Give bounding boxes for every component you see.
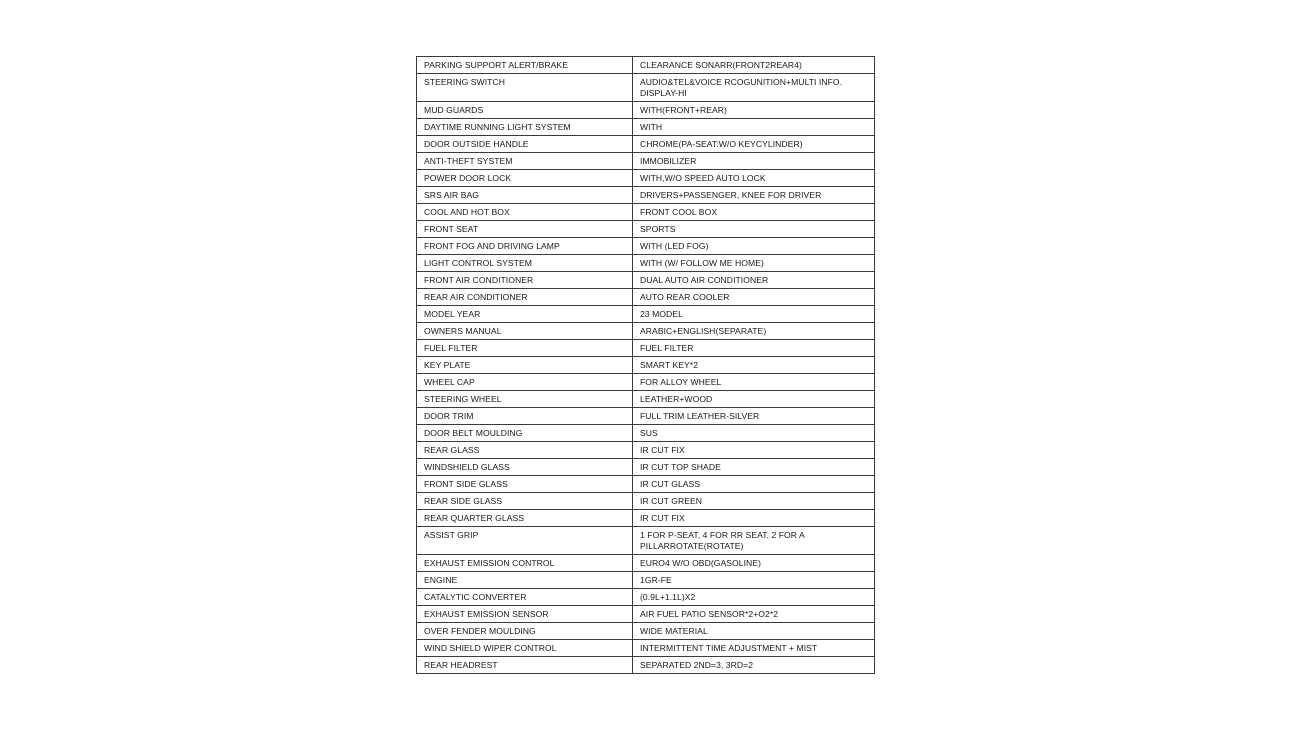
spec-value-cell: FRONT COOL BOX (633, 204, 875, 221)
spec-item-cell: EXHAUST EMISSION SENSOR (417, 606, 633, 623)
spec-value-cell: WITH (LED FOG) (633, 238, 875, 255)
table-row (417, 555, 875, 572)
spec-item-cell: REAR QUARTER GLASS (417, 510, 633, 527)
spec-item-cell: WIND SHIELD WIPER CONTROL (417, 640, 633, 657)
spec-item-cell: EXHAUST EMISSION CONTROL (417, 555, 633, 572)
table-row (417, 425, 875, 442)
table-row (417, 136, 875, 153)
spec-value-cell: DUAL AUTO AIR CONDITIONER (633, 272, 875, 289)
spec-value-cell: AUDIO&TEL&VOICE RCOGUNITION+MULTI INFO. DISPLAY-HI (633, 74, 875, 102)
spec-item-cell: COOL AND HOT BOX (417, 204, 633, 221)
spec-value-cell: WITH(FRONT+REAR) (633, 102, 875, 119)
spec-item-cell: DOOR OUTSIDE HANDLE (417, 136, 633, 153)
spec-value-cell: SPORTS (633, 221, 875, 238)
spec-value-cell: SEPARATED 2ND=3, 3RD=2 (633, 657, 875, 674)
table-row (417, 493, 875, 510)
spec-item-cell: CATALYTIC CONVERTER (417, 589, 633, 606)
specification-table (416, 56, 875, 674)
table-row (417, 510, 875, 527)
spec-value-cell: SMART KEY*2 (633, 357, 875, 374)
table-row (417, 589, 875, 606)
spec-value-cell: DRIVERS+PASSENGER, KNEE FOR DRIVER (633, 187, 875, 204)
spec-value-cell: IR CUT FIX (633, 442, 875, 459)
spec-value-cell: IMMOBILIZER (633, 153, 875, 170)
spec-item-cell: MUD GUARDS (417, 102, 633, 119)
spec-value-cell: SUS (633, 425, 875, 442)
spec-item-cell: DAYTIME RUNNING LIGHT SYSTEM (417, 119, 633, 136)
specification-table-body (417, 57, 875, 674)
spec-value-cell: 1 FOR P-SEAT, 4 FOR RR SEAT, 2 FOR A PILLARROTATE(ROTATE) (633, 527, 875, 555)
spec-item-cell: STEERING SWITCH (417, 74, 633, 102)
spec-item-cell: MODEL YEAR (417, 306, 633, 323)
spec-value-cell: IR CUT GLASS (633, 476, 875, 493)
table-row (417, 57, 875, 74)
spec-value-cell: AIR FUEL PATIO SENSOR*2+O2*2 (633, 606, 875, 623)
spec-value-cell: 23 MODEL (633, 306, 875, 323)
spec-value-cell: IR CUT TOP SHADE (633, 459, 875, 476)
spec-item-cell: OWNERS MANUAL (417, 323, 633, 340)
table-row (417, 306, 875, 323)
spec-item-cell: PARKING SUPPORT ALERT/BRAKE (417, 57, 633, 74)
spec-value-cell: WIDE MATERIAL (633, 623, 875, 640)
spec-value-cell: FOR ALLOY WHEEL (633, 374, 875, 391)
table-row (417, 221, 875, 238)
table-row (417, 374, 875, 391)
spec-item-cell: FRONT SIDE GLASS (417, 476, 633, 493)
table-row (417, 476, 875, 493)
table-row (417, 459, 875, 476)
spec-value-cell: IR CUT GREEN (633, 493, 875, 510)
spec-item-cell: WINDSHIELD GLASS (417, 459, 633, 476)
table-row (417, 323, 875, 340)
spec-value-cell: WITH (633, 119, 875, 136)
spec-item-cell: FUEL FILTER (417, 340, 633, 357)
table-row (417, 391, 875, 408)
table-row (417, 623, 875, 640)
spec-item-cell: REAR SIDE GLASS (417, 493, 633, 510)
table-row (417, 187, 875, 204)
table-row (417, 289, 875, 306)
spec-value-cell: 1GR-FE (633, 572, 875, 589)
spec-item-cell: POWER DOOR LOCK (417, 170, 633, 187)
spec-item-cell: KEY PLATE (417, 357, 633, 374)
spec-item-cell: SRS AIR BAG (417, 187, 633, 204)
spec-value-cell: FULL TRIM LEATHER-SILVER (633, 408, 875, 425)
spec-item-cell: FRONT SEAT (417, 221, 633, 238)
spec-value-cell: AUTO REAR COOLER (633, 289, 875, 306)
spec-value-cell: INTERMITTENT TIME ADJUSTMENT + MIST (633, 640, 875, 657)
table-row (417, 408, 875, 425)
spec-value-cell: CHROME(PA-SEAT:W/O KEYCYLINDER) (633, 136, 875, 153)
table-row (417, 357, 875, 374)
spec-value-cell: WITH (W/ FOLLOW ME HOME) (633, 255, 875, 272)
document-page (416, 56, 874, 674)
spec-item-cell: FRONT AIR CONDITIONER (417, 272, 633, 289)
table-row (417, 640, 875, 657)
table-row (417, 442, 875, 459)
spec-item-cell: REAR AIR CONDITIONER (417, 289, 633, 306)
spec-value-cell: FUEL FILTER (633, 340, 875, 357)
table-row (417, 204, 875, 221)
table-row (417, 102, 875, 119)
spec-value-cell: ARABIC+ENGLISH(SEPARATE) (633, 323, 875, 340)
table-row (417, 119, 875, 136)
spec-value-cell: EURO4 W/O OBD(GASOLINE) (633, 555, 875, 572)
spec-item-cell: FRONT FOG AND DRIVING LAMP (417, 238, 633, 255)
spec-value-cell: IR CUT FIX (633, 510, 875, 527)
table-row (417, 255, 875, 272)
spec-value-cell: (0.9L+1.1L)X2 (633, 589, 875, 606)
spec-item-cell: OVER FENDER MOULDING (417, 623, 633, 640)
spec-item-cell: DOOR TRIM (417, 408, 633, 425)
spec-item-cell: REAR GLASS (417, 442, 633, 459)
table-row (417, 170, 875, 187)
table-row (417, 238, 875, 255)
spec-item-cell: ANTI-THEFT SYSTEM (417, 153, 633, 170)
spec-value-cell: WITH,W/O SPEED AUTO LOCK (633, 170, 875, 187)
spec-item-cell: ASSIST GRIP (417, 527, 633, 555)
spec-item-cell: DOOR BELT MOULDING (417, 425, 633, 442)
spec-item-cell: WHEEL CAP (417, 374, 633, 391)
table-row (417, 74, 875, 102)
table-row (417, 572, 875, 589)
table-row (417, 153, 875, 170)
spec-item-cell: REAR HEADREST (417, 657, 633, 674)
spec-item-cell: LIGHT CONTROL SYSTEM (417, 255, 633, 272)
table-row (417, 272, 875, 289)
table-row (417, 527, 875, 555)
spec-item-cell: STEERING WHEEL (417, 391, 633, 408)
table-row (417, 340, 875, 357)
table-row (417, 606, 875, 623)
spec-value-cell: LEATHER+WOOD (633, 391, 875, 408)
spec-item-cell: ENGINE (417, 572, 633, 589)
spec-value-cell: CLEARANCE SONARR(FRONT2REAR4) (633, 57, 875, 74)
table-row (417, 657, 875, 674)
